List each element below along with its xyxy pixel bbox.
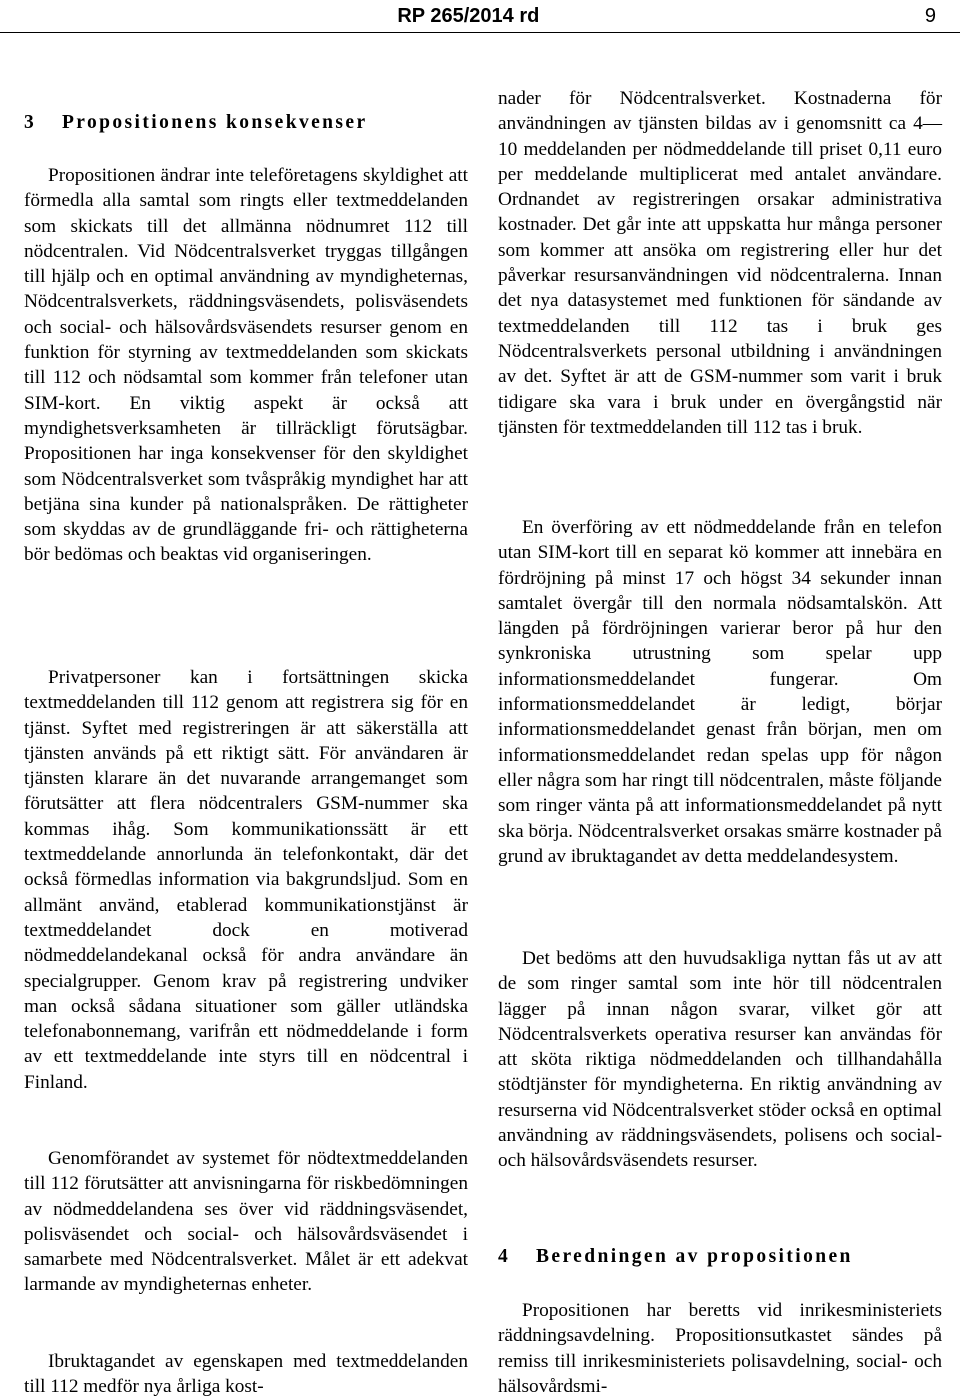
paragraph-registration: Privatpersoner kan i fortsättningen skicka textmeddelanden till 112 genom att registrera sig för en tjänst. Syftet med registreringen är att säkerställa att tjänsten används på ett riktigt sätt. För användaren är tjänsten klarare än det nuvarande arrangemanget som förutsätter att flera nödcentralers GSM-nummer ska kommas ihåg. Som kommunikationssätt är ett textmeddelande annorlunda än telefonkontakt, där det också förmedlas information via bakgrundsljud. Som en allmänt använd, etablerad kommunikationstjänst är textmeddelandet dock en motiverad nödmeddelandekanal också för andra användare än specialgrupper. Genom krav på registrering undviker man också sådana situationer som gäller utländska telefonabonnemang, varifrån ett nödmeddelande i form av ett textmeddelande inte styrs till en nödcentral i Finland. — [24, 667, 468, 1093]
paragraph-sim-delay: En överföring av ett nödmeddelande från en telefon utan SIM-kort till en separat kö kommer att innebära en fördröjning på minst 17 och högst 34 sekunder innan samtalet övergår till den normala nödsamtalskön. Att längden på fördröjningen varierar beror på hur den synkroniska utrustning som spelar upp informationsmeddelandet fungerar. Om informationsmeddelandet är ledigt, börjar informationsmeddelandet genast från början, men om informationsmeddelandet redan spelas upp för någon eller några som har ringt till nödcentralen, måste följande som ringer vänta på att informationsmeddelandet på nytt ska börja. Nödcentralsverket orsakas smärre kostnader på grund av ibruktagandet av detta meddelandesystem. — [498, 517, 942, 867]
section-4-title: Beredningen av propositionen — [536, 1246, 853, 1267]
header-rule — [0, 32, 960, 33]
paragraph-costs-continued: nader för Nödcentralsverket. Kostnaderna för användningen av tjänsten bildas av i genomsnitt ca 4—10 meddelanden per nödmeddelande till priset 0,11 euro per meddelande multiplicerat med antalet användare. Ordnandet av registreringen orsakar administrativa kostnader. Det går inte att uppskatta hur många personer som kommer att ansöka om registrering eller hur det påverkar resursanvändningen vid nödcentralerna. Innan det nya datasystemet med funktionen för sändande av textmeddelanden till 112 tas i bruk ges Nödcentralsverkets personal utbildning i användningen av det. Syftet är att de GSM-nummer som varit i bruk tidigare ska vara i bruk under en övergångstid när tjänsten för textmeddelanden till 112 tas i bruk. — [498, 88, 942, 438]
section-4-heading — [498, 1244, 853, 1269]
running-header — [397, 4, 936, 28]
section-4-number: 4 — [498, 1246, 508, 1267]
paragraph-costs-start: Ibruktagandet av egenskapen med textmeddelanden till 112 medför nya årliga kost- — [24, 1351, 468, 1398]
paragraph-impact: Propositionen ändrar inte teleföretagens skyldighet att förmedla alla samtal som ringts eller textmeddelanden som skickats till det allmänna nödnumret 112 till nödcentralen. Vid Nödcentralsverket tryggas tillgången till hjälp och en optimal användning av myndigheternas, Nödcentralsverkets, räddningsväsendets, polisväsendets och social- och hälsovårdsväsendets resurser genom en funktion för styrning av textmeddelanden som skickats till 112 och nödsamtal som kommer från telefoner utan SIM-kort. En viktig aspekt är också att myndighetsverksamheten är tillräckligt förutsägbar. Propositionen har inga konsekvenser för den skyldighet som Nödcentralsverket som tvåspråkig myndighet har att betjäna sina kunder på nationalspråken. De rättigheter som skyddas av de grundläggande fri- och rättigheterna bör bedömas och beaktas vid organiseringen. — [24, 165, 468, 566]
paragraph-benefits: Det bedöms att den huvudsakliga nyttan fås ut av att de som ringer samtal som inte hör till nödcentralen lägger på innan någon svarar, vilket gör att Nödcentralsverkets operativa resurser kan användas för att sköta riktiga nödmeddelanden och tillhandahålla stödtjänster för myndigheterna. En riktig användning av resurserna vid Nödcentralsverket stöder också en optimal användning av räddningsväsendets, polisens och social- och hälsovårdsväsendets resurser. — [498, 948, 942, 1172]
paragraph-preparation: Propositionen har beretts vid inrikesministeriets räddningsavdelning. Propositionsutkastet sändes på remiss till inrikesministeriets polisavdelning, social- och hälsovårdsmi- — [498, 1300, 942, 1397]
section-3-title: Propositionens konsekvenser — [62, 112, 368, 133]
paragraph-implementation: Genomförandet av systemet för nödtextmeddelanden till 112 förutsätter att anvisningarna för riskbedömningen av nödmeddelandena ses över vid räddningsväsendet, polisväsendet och social- och hälsovårdsväsendet i samarbete med Nödcentralsverket. Målet är ett adekvat larmande av myndigheternas enheter. — [24, 1148, 468, 1296]
section-3-heading — [24, 110, 368, 135]
section-3-number: 3 — [24, 112, 34, 133]
document-id: RP 265/2014 rd — [397, 5, 540, 27]
page-number: 9 — [924, 5, 936, 27]
